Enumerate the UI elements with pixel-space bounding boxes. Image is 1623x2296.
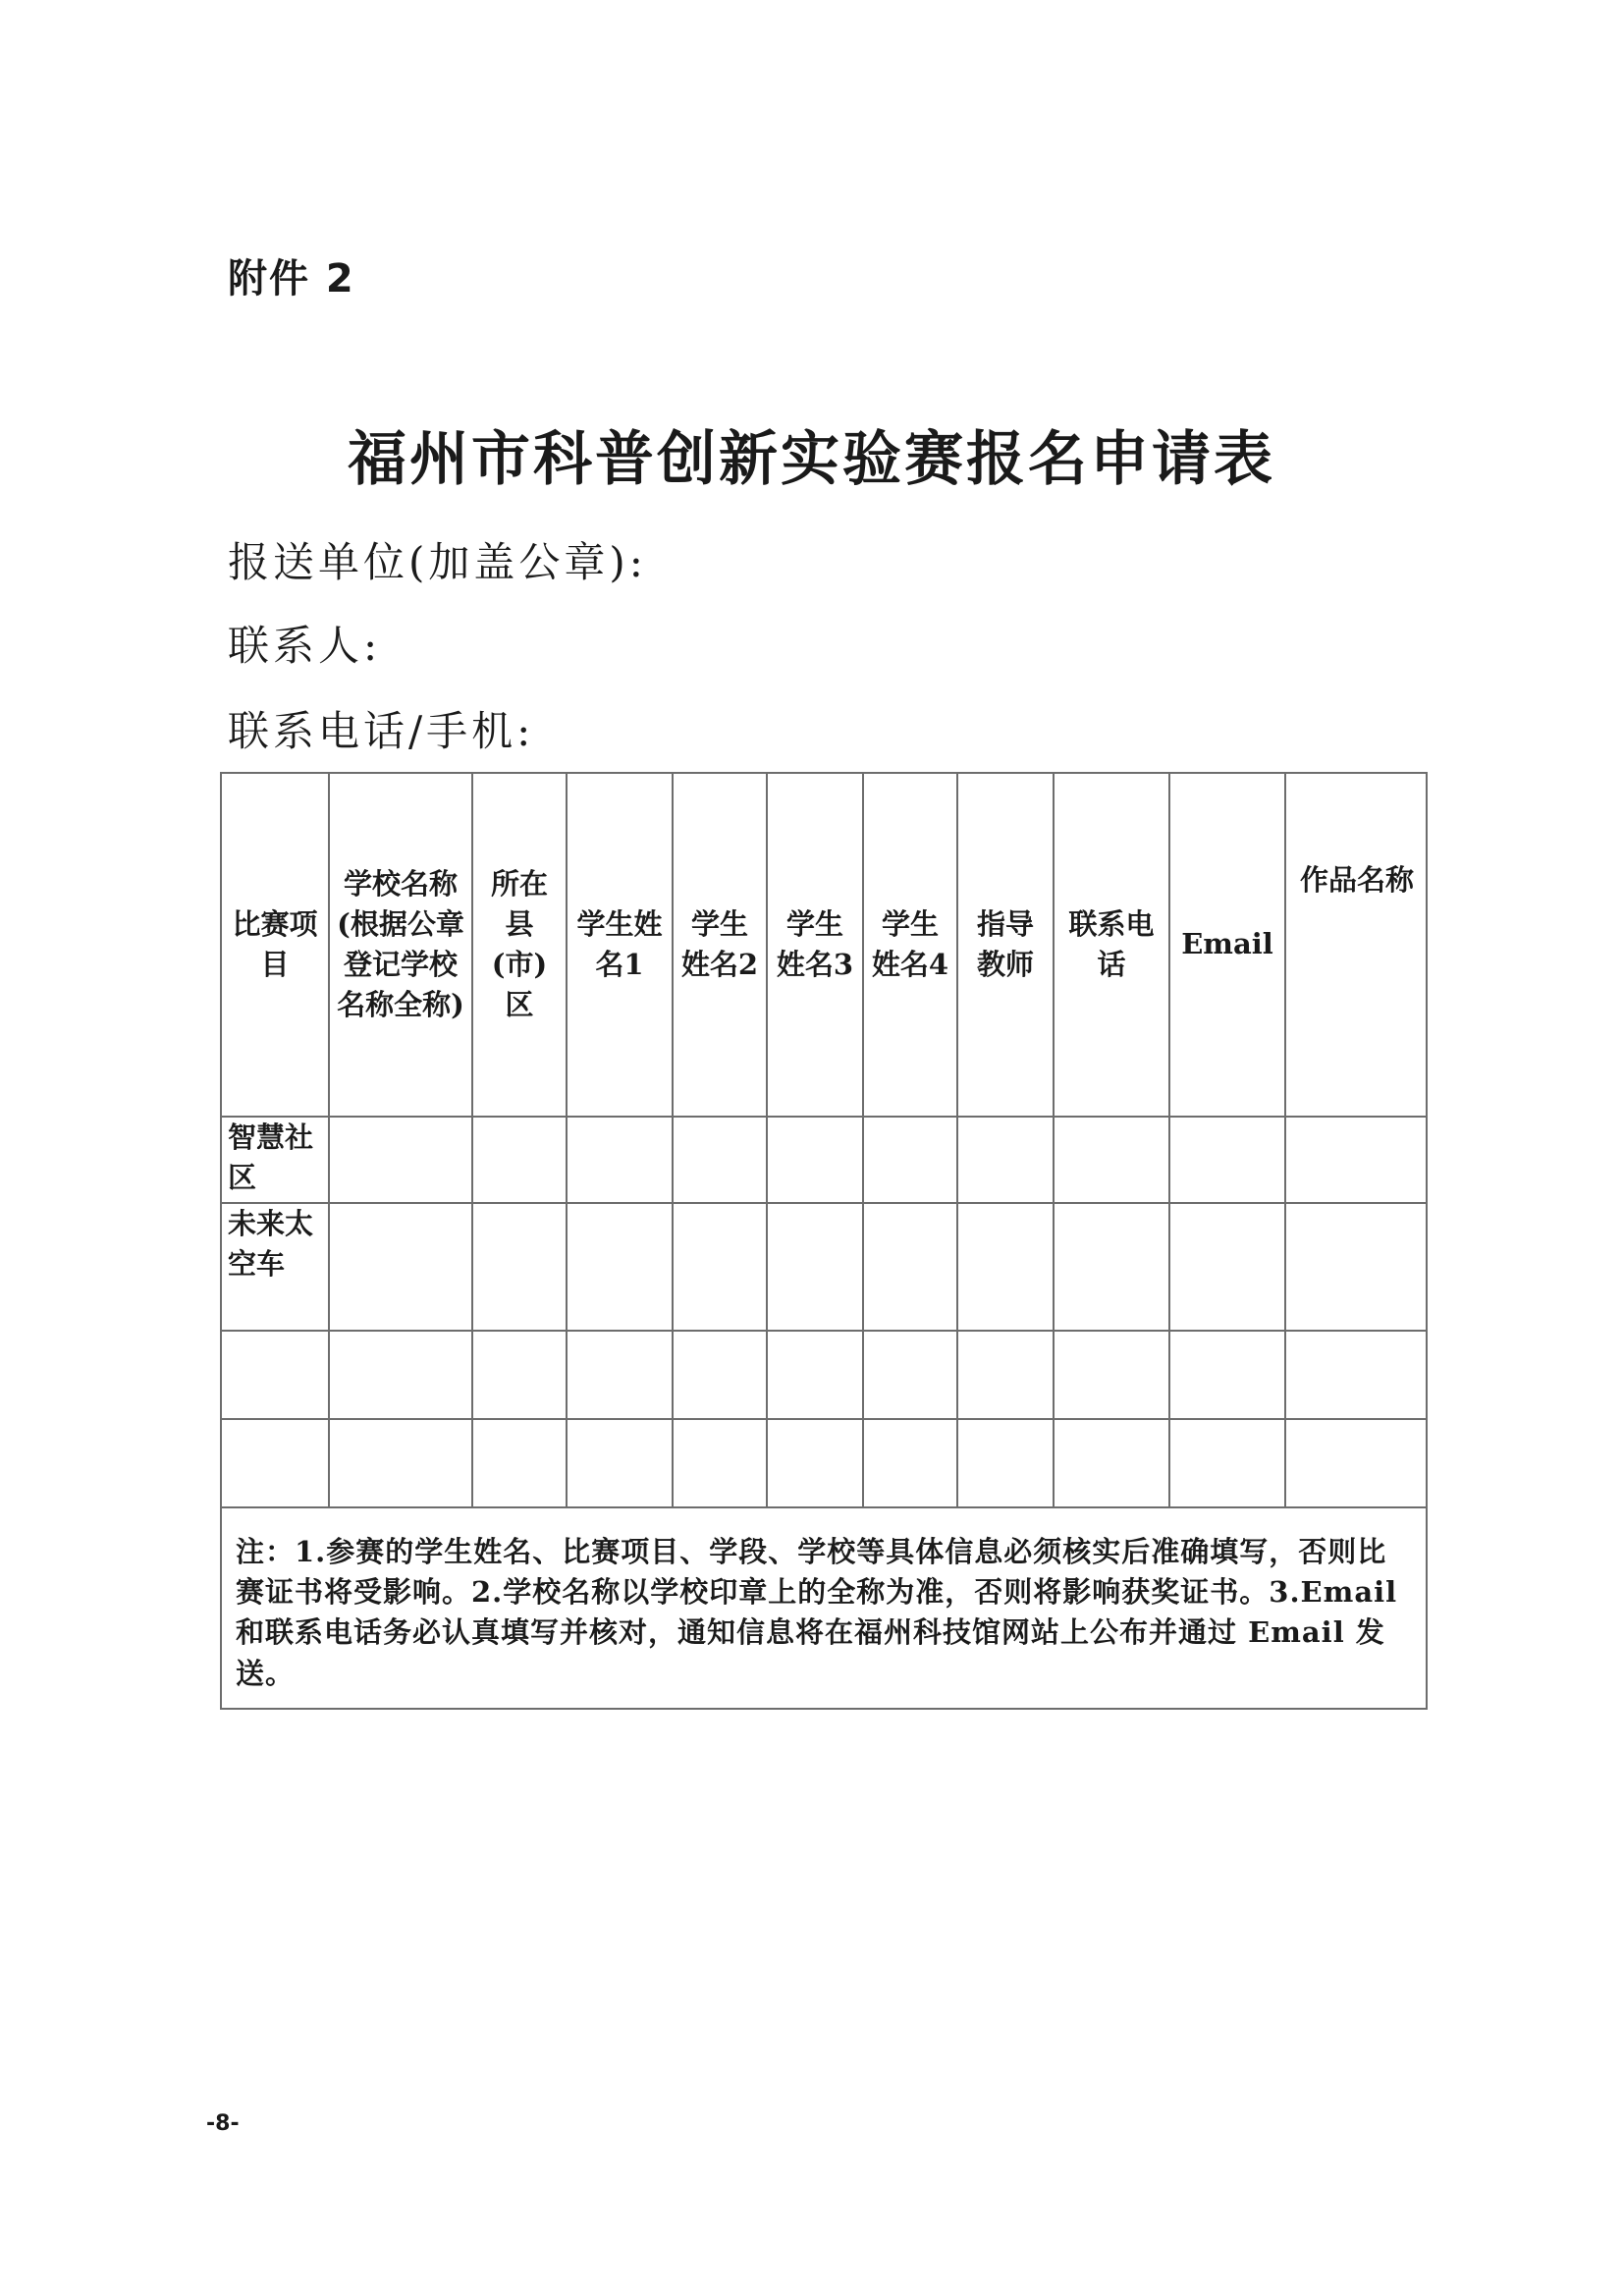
registration-table bbox=[220, 772, 1428, 1710]
email-cell[interactable] bbox=[1169, 1203, 1285, 1331]
student-4-cell[interactable] bbox=[863, 1331, 957, 1419]
teacher-cell[interactable] bbox=[957, 1117, 1054, 1203]
header-work-name: 作品名称 bbox=[1285, 773, 1427, 1117]
email-cell[interactable] bbox=[1169, 1419, 1285, 1507]
work-name-cell[interactable] bbox=[1285, 1331, 1427, 1419]
page-number: -8- bbox=[206, 2111, 240, 2136]
county-cell[interactable] bbox=[472, 1203, 567, 1331]
header-county: 所在县(市)区 bbox=[472, 773, 567, 1117]
county-cell[interactable] bbox=[472, 1419, 567, 1507]
table-row bbox=[221, 1419, 1427, 1507]
header-project: 比赛项目 bbox=[221, 773, 329, 1117]
phone-cell[interactable] bbox=[1054, 1419, 1169, 1507]
phone-cell[interactable] bbox=[1054, 1331, 1169, 1419]
county-cell[interactable] bbox=[472, 1117, 567, 1203]
attachment-label: 附件 2 bbox=[228, 256, 355, 301]
student-1-cell[interactable] bbox=[567, 1331, 673, 1419]
school-cell[interactable] bbox=[329, 1331, 472, 1419]
submitting-unit-field: 报送单位(加盖公章): bbox=[228, 538, 647, 586]
phone-cell[interactable] bbox=[1054, 1117, 1169, 1203]
student-2-cell[interactable] bbox=[673, 1203, 767, 1331]
table-row bbox=[221, 1117, 1427, 1203]
student-2-cell[interactable] bbox=[673, 1117, 767, 1203]
work-name-cell[interactable] bbox=[1285, 1203, 1427, 1331]
note-row bbox=[221, 1507, 1427, 1709]
email-cell[interactable] bbox=[1169, 1117, 1285, 1203]
student-4-cell[interactable] bbox=[863, 1203, 957, 1331]
header-student-1: 学生姓名1 bbox=[567, 773, 673, 1117]
header-student-4: 学生姓名4 bbox=[863, 773, 957, 1117]
header-teacher: 指导教师 bbox=[957, 773, 1054, 1117]
project-cell[interactable] bbox=[221, 1419, 329, 1507]
teacher-cell[interactable] bbox=[957, 1331, 1054, 1419]
student-4-cell[interactable] bbox=[863, 1117, 957, 1203]
student-1-cell[interactable] bbox=[567, 1419, 673, 1507]
student-3-cell[interactable] bbox=[767, 1117, 863, 1203]
table-row bbox=[221, 1331, 1427, 1419]
teacher-cell[interactable] bbox=[957, 1419, 1054, 1507]
student-3-cell[interactable] bbox=[767, 1203, 863, 1331]
phone-cell[interactable] bbox=[1054, 1203, 1169, 1331]
student-1-cell[interactable] bbox=[567, 1117, 673, 1203]
student-4-cell[interactable] bbox=[863, 1419, 957, 1507]
work-name-cell[interactable] bbox=[1285, 1419, 1427, 1507]
school-cell[interactable] bbox=[329, 1203, 472, 1331]
county-cell[interactable] bbox=[472, 1331, 567, 1419]
table-note: 注：1.参赛的学生姓名、比赛项目、学段、学校等具体信息必须核实后准确填写，否则比赛证书将受影响。2.学校名称以学校印章上的全称为准，否则将影响获奖证书。3.Email 和联系电话务必认真填写并核对，通知信息将在福州科技馆网站上公布并通过 Email 发送。 bbox=[221, 1507, 1427, 1709]
table-row bbox=[221, 1203, 1427, 1331]
email-cell[interactable] bbox=[1169, 1331, 1285, 1419]
header-student-3: 学生姓名3 bbox=[767, 773, 863, 1117]
student-1-cell[interactable] bbox=[567, 1203, 673, 1331]
header-phone: 联系电话 bbox=[1054, 773, 1169, 1117]
student-2-cell[interactable] bbox=[673, 1331, 767, 1419]
teacher-cell[interactable] bbox=[957, 1203, 1054, 1331]
table-header-row bbox=[221, 773, 1427, 1117]
contact-phone-field: 联系电话/手机: bbox=[228, 707, 535, 755]
header-school: 学校名称(根据公章登记学校名称全称) bbox=[329, 773, 472, 1117]
student-2-cell[interactable] bbox=[673, 1419, 767, 1507]
work-name-cell[interactable] bbox=[1285, 1117, 1427, 1203]
contact-person-field: 联系人: bbox=[228, 622, 382, 670]
header-student-2: 学生姓名2 bbox=[673, 773, 767, 1117]
project-cell: 智慧社区 bbox=[221, 1117, 329, 1203]
document-title: 福州市科普创新实验赛报名申请表 bbox=[348, 425, 1275, 494]
student-3-cell[interactable] bbox=[767, 1419, 863, 1507]
header-email: Email bbox=[1169, 773, 1285, 1117]
student-3-cell[interactable] bbox=[767, 1331, 863, 1419]
project-cell[interactable] bbox=[221, 1331, 329, 1419]
school-cell[interactable] bbox=[329, 1419, 472, 1507]
project-cell: 未来太空车 bbox=[221, 1203, 329, 1331]
school-cell[interactable] bbox=[329, 1117, 472, 1203]
